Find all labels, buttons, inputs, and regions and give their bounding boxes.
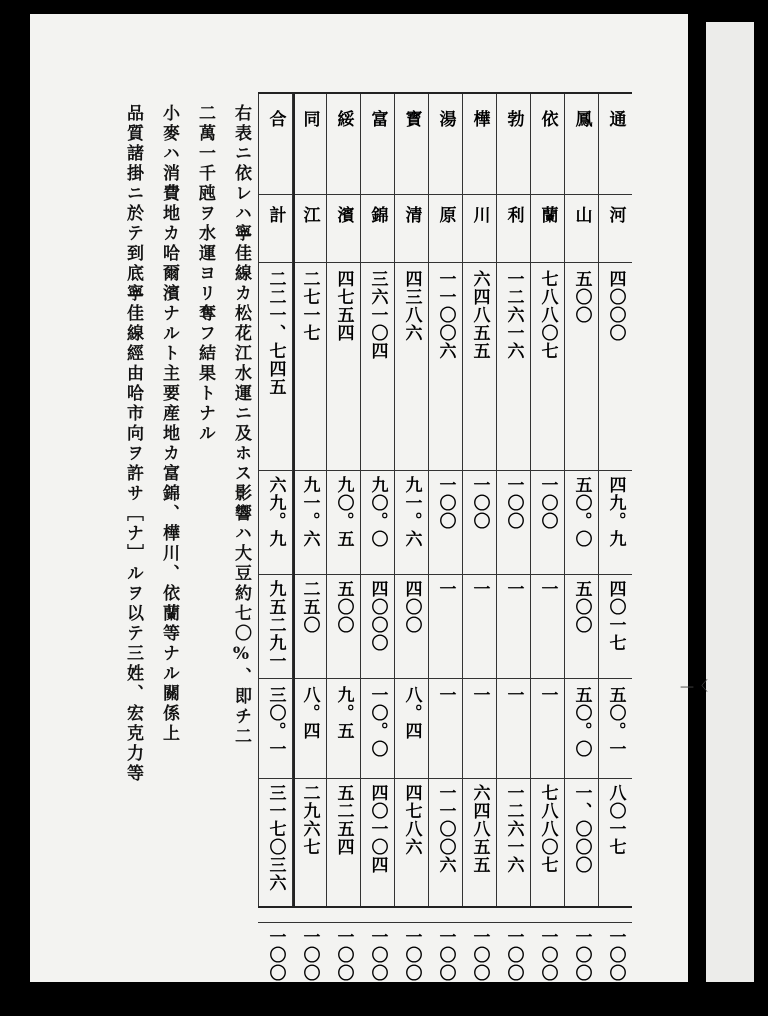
table-cell (531, 784, 565, 914)
table-cell (361, 580, 395, 670)
cell-text: 一〇〇 (435, 928, 456, 982)
cell-text: 五〇〇 (333, 580, 354, 634)
table-cell (497, 686, 531, 772)
cell-text: 五〇〇 (571, 580, 592, 634)
cell-text: 六九。九 (265, 476, 286, 548)
cell-text: 一一〇〇六 (435, 784, 456, 874)
table-cell (293, 784, 327, 914)
cell-text: 五〇。〇 (571, 476, 592, 548)
column-header-char (463, 206, 497, 256)
cell-text: 八。四 (401, 686, 422, 740)
cell-text: 一〇〇 (265, 928, 286, 982)
cell-text: 四九。九 (605, 476, 626, 548)
cell-text: 川 (469, 206, 490, 224)
table-cell (361, 686, 395, 772)
table-cell (497, 580, 531, 670)
cell-text: 一二六一六 (503, 784, 524, 874)
cell-text: 勃 (503, 110, 524, 128)
table-cell (259, 784, 293, 914)
cell-text: 二二一、七四五 (265, 270, 286, 396)
table-cell (463, 580, 497, 670)
cell-text: 一 (537, 580, 558, 598)
table-column (598, 94, 633, 982)
cell-text: 四三八六 (401, 270, 422, 342)
cell-text: 一二六一六 (503, 270, 524, 360)
table-cell (293, 476, 327, 564)
table-cell (327, 686, 361, 772)
cell-text: 二五〇 (299, 580, 320, 634)
cell-text: 八〇一七 (605, 784, 626, 856)
cell-text: 四〇〇 (401, 580, 422, 634)
table-cell (599, 270, 633, 460)
note-line: 小麥ハ消費地カ哈爾濱ナルト主要産地カ富錦、樺川、依蘭等ナル關係上 (159, 104, 179, 744)
cell-text: 四〇一〇四 (367, 784, 388, 874)
cell-text: 三六一〇四 (367, 270, 388, 360)
cell-text: 二七一七 (299, 270, 320, 342)
table-cell (395, 580, 429, 670)
cell-text: 濱 (333, 206, 354, 224)
column-header-char (531, 206, 565, 256)
cell-text: 九〇。〇 (367, 476, 388, 548)
table-cell (565, 928, 599, 998)
table-cell (327, 580, 361, 670)
table-cell (531, 928, 565, 998)
table-cell (293, 686, 327, 772)
cell-text: 一 (503, 580, 524, 598)
column-header-char (429, 206, 463, 256)
cell-text: 九一。六 (401, 476, 422, 548)
cell-text: 一〇〇 (537, 476, 558, 530)
table-cell (565, 476, 599, 564)
cell-text: 一 (469, 580, 490, 598)
cell-text: 四七五四 (333, 270, 354, 342)
table-cell (463, 784, 497, 914)
table-cell (259, 928, 293, 998)
table-cell (429, 270, 463, 460)
table-column (462, 94, 497, 982)
column-header-char (259, 110, 293, 180)
table-cell (293, 270, 327, 460)
cell-text: 合 (265, 110, 286, 128)
table-cell (497, 270, 531, 460)
cell-text: 九〇。五 (333, 476, 354, 548)
cell-text: 一〇。〇 (367, 686, 388, 758)
table-cell (395, 686, 429, 772)
column-header-char (259, 206, 293, 256)
table-cell (327, 270, 361, 460)
cell-text: 江 (299, 206, 320, 224)
column-header-char (565, 206, 599, 256)
column-header-char (293, 206, 327, 256)
next-page-edge (706, 22, 754, 982)
table-cell (395, 270, 429, 460)
column-header-char (429, 110, 463, 180)
table-cell (429, 928, 463, 998)
cell-text: 六四八五五 (469, 784, 490, 874)
cell-text: 利 (503, 206, 524, 224)
table-cell (429, 580, 463, 670)
cell-text: 一 (469, 686, 490, 704)
table-column (394, 94, 429, 982)
table-cell (565, 270, 599, 460)
cell-text: 七八八〇七 (537, 784, 558, 874)
cell-text: 河 (605, 206, 626, 224)
table-cell (293, 580, 327, 670)
row-divider (258, 922, 632, 923)
cell-text: 一〇〇 (367, 928, 388, 982)
cell-text: 一〇〇 (537, 928, 558, 982)
cell-text: 四〇〇〇 (367, 580, 388, 652)
note-line: 二萬一千瓲ヲ水運ヨリ奪フ結果トナル (195, 104, 215, 444)
column-header-char (361, 206, 395, 256)
table-cell (259, 270, 293, 460)
cell-text: 一、〇〇〇 (571, 784, 592, 874)
table-cell (497, 476, 531, 564)
statistics-table (258, 92, 632, 982)
table-cell (361, 784, 395, 914)
cell-text: 原 (435, 206, 456, 224)
cell-text: 六四八五五 (469, 270, 490, 360)
page-edge-mark: —〈 (680, 679, 708, 695)
table-column (530, 94, 565, 982)
column-header-char (497, 206, 531, 256)
cell-text: 富 (367, 110, 388, 128)
cell-text: 錦 (367, 206, 388, 224)
cell-text: 綏 (333, 110, 354, 128)
column-header-char (293, 110, 327, 180)
column-header-char (599, 206, 633, 256)
column-header-char (395, 206, 429, 256)
table-cell (259, 580, 293, 670)
table-column (428, 94, 463, 982)
column-header-char (531, 110, 565, 180)
cell-text: 四〇〇〇 (605, 270, 626, 342)
cell-text: 七八八〇七 (537, 270, 558, 360)
table-cell (395, 476, 429, 564)
cell-text: 清 (401, 206, 422, 224)
cell-text: 湯 (435, 110, 456, 128)
table-cell (293, 928, 327, 998)
table-column (326, 94, 361, 982)
table-cell (395, 928, 429, 998)
table-cell (259, 476, 293, 564)
table-cell (259, 686, 293, 772)
table-cell (531, 686, 565, 772)
table-cell (599, 928, 633, 998)
column-header-char (497, 110, 531, 180)
table-cell (497, 928, 531, 998)
table-cell (327, 476, 361, 564)
cell-text: 四七八六 (401, 784, 422, 856)
table-cell (565, 686, 599, 772)
note-line: 右表ニ依レハ寧佳線カ松花江水運ニ及ホス影響ハ大豆約七〇%、即チ二 (231, 104, 251, 747)
cell-text: 三〇。一 (265, 686, 286, 758)
column-header-char (565, 110, 599, 180)
table-column (258, 94, 295, 982)
table-cell (599, 686, 633, 772)
cell-text: 寳 (401, 110, 422, 128)
cell-text: 三一七〇三六 (265, 784, 286, 892)
cell-text: 一〇〇 (333, 928, 354, 982)
cell-text: 一〇〇 (605, 928, 626, 982)
cell-text: 八。四 (299, 686, 320, 740)
table-cell (463, 270, 497, 460)
cell-text: 通 (605, 110, 626, 128)
table-cell (599, 784, 633, 914)
cell-text: 一〇〇 (435, 476, 456, 530)
table-cell (361, 476, 395, 564)
cell-text: 一 (435, 580, 456, 598)
cell-text: 一〇〇 (469, 928, 490, 982)
cell-text: 一〇〇 (571, 928, 592, 982)
cell-text: 一〇〇 (299, 928, 320, 982)
table-cell (429, 686, 463, 772)
table-cell (429, 476, 463, 564)
table-column (360, 94, 395, 982)
table-column (292, 94, 327, 982)
cell-text: 九。五 (333, 686, 354, 740)
column-header-char (327, 110, 361, 180)
table-cell (497, 784, 531, 914)
cell-text: 九五二九一 (265, 580, 286, 670)
cell-text: 一一〇〇六 (435, 270, 456, 360)
table-column (496, 94, 531, 982)
table-cell (361, 270, 395, 460)
table-cell (531, 476, 565, 564)
table-cell (327, 928, 361, 998)
cell-text: 一〇〇 (503, 928, 524, 982)
cell-text: 蘭 (537, 206, 558, 224)
cell-text: 一 (503, 686, 524, 704)
table-cell (361, 928, 395, 998)
cell-text: 五〇〇 (571, 270, 592, 324)
table-cell (565, 580, 599, 670)
cell-text: 五〇。一 (605, 686, 626, 758)
table-cell (599, 476, 633, 564)
table-cell (599, 580, 633, 670)
table-cell (463, 928, 497, 998)
cell-text: 山 (571, 206, 592, 224)
cell-text: 一〇〇 (469, 476, 490, 530)
column-header-char (361, 110, 395, 180)
cell-text: 九一。六 (299, 476, 320, 548)
table-column (564, 94, 599, 982)
column-header-char (463, 110, 497, 180)
cell-text: 一 (537, 686, 558, 704)
table-cell (327, 784, 361, 914)
cell-text: 五二五四 (333, 784, 354, 856)
table-cell (429, 784, 463, 914)
table-cell (565, 784, 599, 914)
cell-text: 五〇。〇 (571, 686, 592, 758)
column-header-char (599, 110, 633, 180)
cell-text: 四〇一七 (605, 580, 626, 652)
table-cell (395, 784, 429, 914)
table-cell (463, 686, 497, 772)
table-cell (531, 580, 565, 670)
cell-text: 依 (537, 110, 558, 128)
cell-text: 一〇〇 (503, 476, 524, 530)
cell-text: 鳳 (571, 110, 592, 128)
column-header-char (395, 110, 429, 180)
table-cell (463, 476, 497, 564)
note-line: 品質諸掛ニ於テ到底寧佳線經由哈市向ヲ許サ［ナ］ルヲ以テ三姓、宏克力等 (123, 104, 143, 784)
cell-text: 一 (435, 686, 456, 704)
cell-text: 同 (299, 110, 320, 128)
table-cell (531, 270, 565, 460)
cell-text: 二九六七 (299, 784, 320, 856)
column-header-char (327, 206, 361, 256)
cell-text: 樺 (469, 110, 490, 128)
cell-text: 計 (265, 206, 286, 224)
cell-text: 一〇〇 (401, 928, 422, 982)
